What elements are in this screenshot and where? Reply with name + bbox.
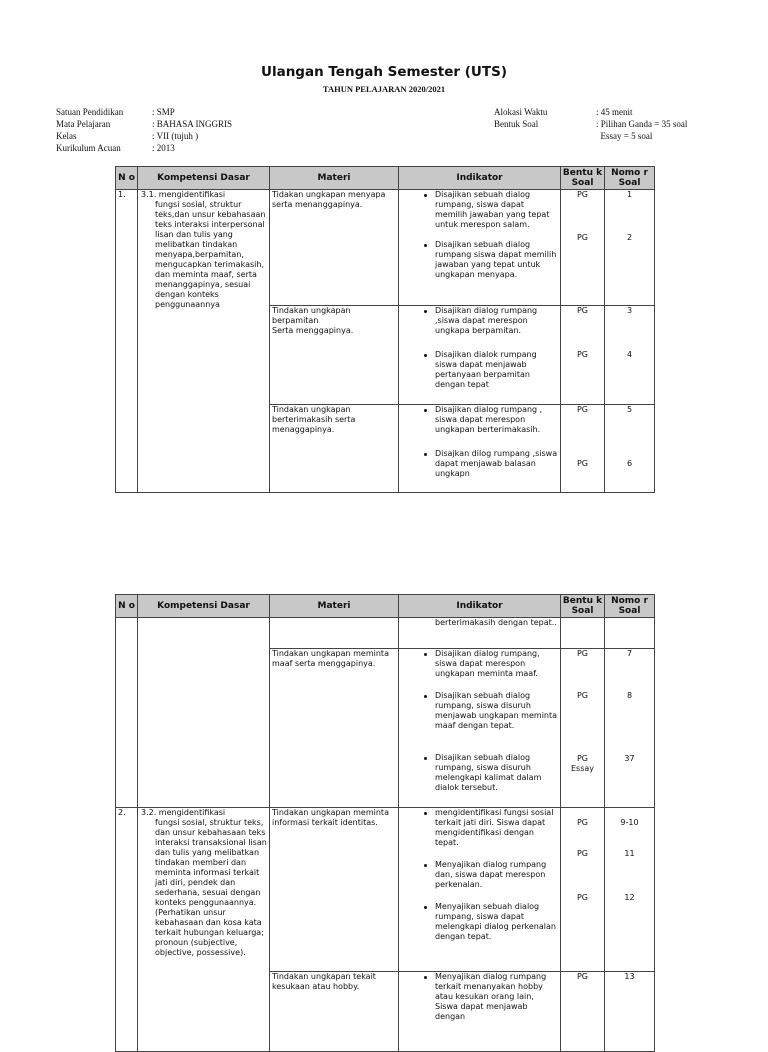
cell-indikator bbox=[399, 649, 561, 808]
col-header-indikator: Indikator bbox=[399, 167, 561, 190]
table-row bbox=[116, 190, 655, 306]
nomor-value: 9-10 bbox=[620, 818, 639, 827]
cell-kompetensi-dasar bbox=[138, 618, 270, 808]
col-header-indikator: Indikator bbox=[399, 595, 561, 618]
cell-materi bbox=[270, 618, 399, 649]
indikator-continuation: berterimakasih dengan tepat.. bbox=[435, 618, 557, 627]
document-subtitle: TAHUN PELAJARAN 2020/2021 bbox=[322, 84, 446, 94]
cell-materi: Tindakan ungkapan berterimakasih serta menaggapinya. bbox=[270, 405, 399, 493]
col-header-bentuk-soal: Bentu k Soal bbox=[561, 167, 605, 190]
cell-kompetensi-dasar bbox=[138, 808, 270, 1052]
kisi-kisi-table-2 bbox=[115, 594, 655, 1052]
meta-right bbox=[494, 106, 687, 142]
kisi-kisi-table-1 bbox=[115, 166, 655, 493]
bentuk-value: PG bbox=[576, 405, 589, 414]
cell-no: 1. bbox=[116, 190, 138, 493]
cell-materi: Tindakan ungkapan berpamitan Serta menggapinya. bbox=[270, 306, 399, 405]
meta-value: : 45 menit bbox=[596, 107, 633, 117]
col-header-no: N o bbox=[116, 595, 138, 618]
bentuk-value: PG Essay bbox=[570, 754, 595, 773]
cell-indikator bbox=[399, 405, 561, 493]
meta-left bbox=[56, 106, 232, 154]
cell-bentuk-soal bbox=[561, 618, 605, 649]
bentuk-value: PG bbox=[576, 233, 589, 242]
nomor-value: 4 bbox=[626, 350, 633, 359]
kd-text: fungsi sosial, struktur teks, dan unsur kebahasaan teks interaksi transaksional lisan dan tulis yang melibatkan tindakan memberi dan meminta informasi terkait jati diri, pendek dan sederhana, sesuai dengan konteks penggunaannya. (Perhatikan unsur kebahasaan dan kosa kata terkait hubungan keluarga; pronoun (subjective, objective, possessive). bbox=[155, 818, 267, 957]
cell-bentuk-soal bbox=[561, 649, 605, 808]
meta-key: Satuan Pendidikan bbox=[56, 107, 124, 117]
cell-materi: Tindakan ungkapan meminta maaf serta menggapinya. bbox=[270, 649, 399, 808]
indikator-item: Disajikan dialog rumpang, siswa dapat merespon ungkapan meminta maaf. bbox=[401, 649, 558, 679]
cell-kompetensi-dasar bbox=[138, 190, 270, 493]
cell-no bbox=[116, 618, 138, 808]
cell-bentuk-soal bbox=[561, 190, 605, 306]
document-title: Ulangan Tengah Semester (UTS) bbox=[261, 64, 507, 80]
indikator-item: Disajkan dilog rumpang ,siswa dapat menjawab balasan ungkapn bbox=[401, 449, 558, 479]
bentuk-value: PG bbox=[576, 306, 589, 315]
meta-value: Essay = 5 soal bbox=[596, 131, 653, 141]
cell-nomor-soal bbox=[605, 618, 655, 649]
cell-indikator bbox=[399, 972, 561, 1052]
nomor-value: 6 bbox=[626, 459, 633, 468]
cell-bentuk-soal bbox=[561, 405, 605, 493]
col-header-no: N o bbox=[116, 167, 138, 190]
cell-nomor-soal bbox=[605, 190, 655, 306]
cell-bentuk-soal bbox=[561, 306, 605, 405]
col-header-nomor-soal: Nomo r Soal bbox=[605, 595, 655, 618]
cell-materi: Tindakan ungkapan tekait kesukaan atau hobby. bbox=[270, 972, 399, 1052]
cell-materi: Tindakan ungkapan meminta informasi terkait identitas. bbox=[270, 808, 399, 972]
col-header-materi: Materi bbox=[270, 595, 399, 618]
col-header-bentuk-soal: Bentu k Soal bbox=[561, 595, 605, 618]
indikator-item: Disajikan dialog rumpang ,siswa dapat merespon ungkapa berpamitan. bbox=[401, 306, 558, 336]
nomor-value: 37 bbox=[624, 754, 635, 763]
nomor-value: 11 bbox=[624, 849, 635, 858]
nomor-value: 12 bbox=[624, 893, 635, 902]
cell-materi: Tidakan ungkapan menyapa serta menanggapinya. bbox=[270, 190, 399, 306]
cell-nomor-soal bbox=[605, 405, 655, 493]
bentuk-value: PG bbox=[576, 459, 589, 468]
indikator-item: Menyajikan dialog rumpang dan, siswa dapat merespon perkenalan. bbox=[401, 860, 558, 890]
nomor-value: 5 bbox=[626, 405, 633, 414]
cell-bentuk-soal bbox=[561, 972, 605, 1052]
indikator-item: Disajikan sebuah dialog rumpang, siswa disuruh melengkapi kalimat dalam dialok tersebut. bbox=[401, 753, 558, 793]
indikator-item: Disajikan dialog rumpang , siswa dapat merespon ungkapan berterimakasih. bbox=[401, 405, 558, 435]
cell-indikator bbox=[399, 306, 561, 405]
col-header-nomor-soal: Nomo r Soal bbox=[605, 167, 655, 190]
indikator-item: mengidentifikasi fungsi sosial terkait jati diri. Siswa dapat mengidentifikasi dengan tepat. bbox=[401, 808, 558, 848]
cell-nomor-soal bbox=[605, 649, 655, 808]
bentuk-value: PG bbox=[576, 972, 589, 981]
bentuk-value: PG bbox=[576, 190, 589, 199]
bentuk-value: PG bbox=[576, 350, 589, 359]
meta-key bbox=[494, 130, 596, 142]
nomor-value: 7 bbox=[626, 649, 633, 658]
meta-key: Mata Pelajaran bbox=[56, 119, 111, 129]
nomor-value: 1 bbox=[626, 190, 633, 199]
kd-text: fungsi sosial, struktur teks,dan unsur kebahasaan teks interaksi interpersonal lisan dan tulis yang melibatkan tindakan menyapa,berpamitan, mengucapkan terimakasih, dan meminta maaf, serta menanggapinya, sesuai dengan konteks penggunaannya bbox=[155, 200, 266, 309]
meta-key: Bentuk Soal bbox=[494, 119, 539, 129]
nomor-value: 2 bbox=[626, 233, 633, 242]
kd-first-line: 3.2. mengidentifikasi bbox=[141, 808, 226, 817]
table-row bbox=[116, 808, 655, 972]
meta-value: : BAHASA INGGRIS bbox=[152, 119, 233, 129]
cell-nomor-soal bbox=[605, 306, 655, 405]
nomor-value: 3 bbox=[626, 306, 633, 315]
cell-bentuk-soal bbox=[561, 808, 605, 972]
meta-key: Kelas bbox=[56, 131, 77, 141]
indikator-item: Menyajikan sebuah dialog rumpang, siswa dapat melengkapi dialog perkenalan dengan tepat. bbox=[401, 902, 558, 942]
kd-first-line: 3.1. mengidentifikasi bbox=[141, 190, 226, 199]
indikator-item: Disajikan sebuah dialog rumpang, siswa dapat memilih jawaban yang tepat untuk merespon salam. bbox=[401, 190, 558, 230]
col-header-materi: Materi bbox=[270, 167, 399, 190]
cell-indikator bbox=[399, 618, 561, 649]
table-header-row bbox=[116, 595, 655, 618]
bentuk-value: PG bbox=[576, 849, 589, 858]
meta-key: Alokasi Waktu bbox=[494, 107, 548, 117]
meta-value: : 2013 bbox=[152, 143, 175, 153]
cell-indikator bbox=[399, 190, 561, 306]
meta-value: : SMP bbox=[152, 107, 175, 117]
meta-value: : Pilihan Ganda = 35 soal bbox=[596, 119, 688, 129]
indikator-item: Disajikan sebuah dialog rumpang siswa dapat memilih jawaban yang tepat untuk ungkapan menyapa. bbox=[401, 240, 558, 280]
meta-key: Kurikulum Acuan bbox=[56, 143, 121, 153]
col-header-kompetensi-dasar: Kompetensi Dasar bbox=[138, 167, 270, 190]
meta-value: : VII (tujuh ) bbox=[152, 131, 199, 141]
indikator-item: Disajikan sebuah dialog rumpang, siswa disuruh menjawab ungkapan meminta maaf dengan tepat. bbox=[401, 691, 558, 731]
bentuk-value: PG bbox=[576, 893, 589, 902]
bentuk-value: PG bbox=[576, 691, 589, 700]
indikator-item: Disajikan dialok rumpang siswa dapat menjawab pertanyaan berpamitan dengan tepat bbox=[401, 350, 558, 390]
cell-no: 2. bbox=[116, 808, 138, 1052]
bentuk-value: PG bbox=[576, 649, 589, 658]
table-header-row bbox=[116, 167, 655, 190]
cell-nomor-soal bbox=[605, 808, 655, 972]
indikator-item: Menyajikan dialog rumpang terkait menanyakan hobby atau kesukan orang lain, Siswa dapat menjawab dengan bbox=[401, 972, 558, 1022]
cell-nomor-soal bbox=[605, 972, 655, 1052]
col-header-kompetensi-dasar: Kompetensi Dasar bbox=[138, 595, 270, 618]
bentuk-value: PG bbox=[576, 818, 589, 827]
nomor-value: 13 bbox=[624, 972, 635, 981]
nomor-value: 8 bbox=[626, 691, 633, 700]
table-row bbox=[116, 618, 655, 649]
cell-indikator bbox=[399, 808, 561, 972]
